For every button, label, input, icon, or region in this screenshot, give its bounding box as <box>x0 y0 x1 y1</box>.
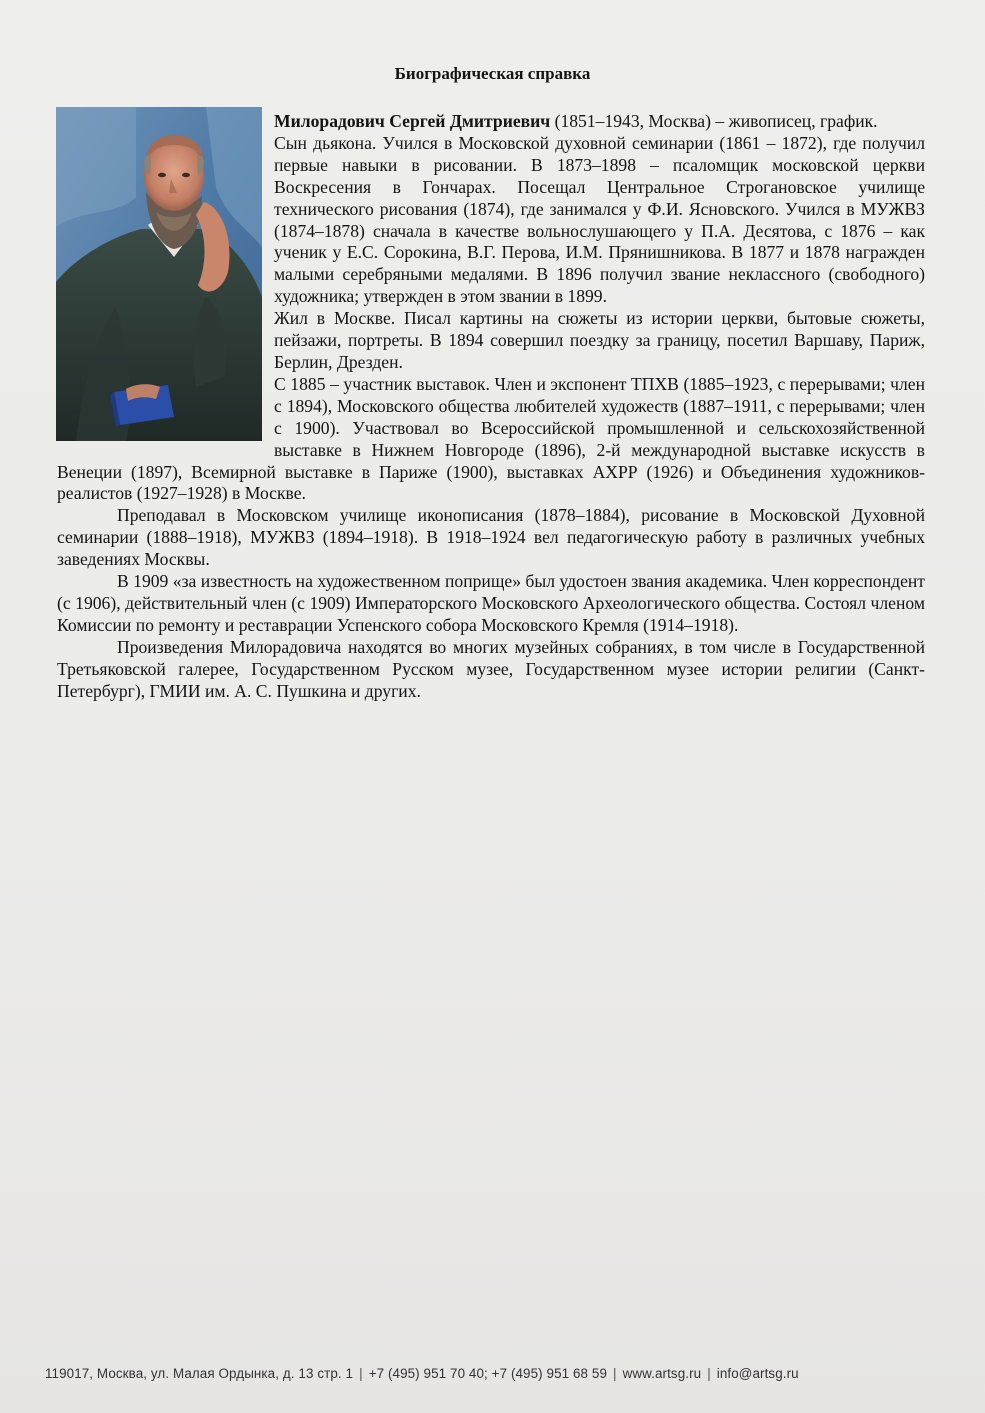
footer-phones: +7 (495) 951 70 40; +7 (495) 951 68 59 <box>368 1366 608 1381</box>
footer-separator: | <box>359 1366 363 1381</box>
footer-email[interactable]: info@artsg.ru <box>716 1366 799 1381</box>
footer-contacts <box>45 1366 960 1381</box>
document-title: Биографическая справка <box>394 64 591 83</box>
artist-lifespan: (1851–1943, Москва) – живописец, график. <box>550 111 878 131</box>
footer-address: 119017, Москва, ул. Малая Ордынка, д. 13 стр. 1 <box>45 1366 354 1381</box>
biography-paragraph-6: Произведения Милорадовича находятся во многих музейных собраниях, в том числе в Государственной Третьяковской галерее, Государственном Русском музее, Государственном музее истории религии (Санкт-Петербург), ГМИИ им. А. С. Пушкина и других. <box>57 636 925 701</box>
footer-separator: | <box>613 1366 617 1381</box>
biography-paragraph-1: Сын дьякона. Учился в Московской духовной семинарии (1861 – 1872), где получил первые навыки в рисовании. В 1873–1898 – псаломщик московской церкви Воскресения в Гончарах. Посещал Центральное Строгановское училище технического рисования (1874), где занимался у Ф.И. Ясновского. Учился в МУЖВЗ (1874–1878) сначала в качестве вольнослушающего у П.А. Десятова, с 1876 – как ученик у Е.С. Сорокина, В.Г. Перова, И.М. Прянишникова. В 1877 и 1878 награжден малыми серебряными медалями. В 1896 получил звание неклассного (свободного) художника; утвержден в этом звании в 1899. <box>274 132 925 307</box>
biography-paragraph-3: С 1885 – участник выставок. Член и экспонент ТПХВ (1885–1923, с перерывами; член с 1894), Московского общества любителей художеств (1887–1911, с перерывами; член с 1900). Участвовал во Всероссийской промышленной и сельскохозяйственной выставке в Нижнем Новгороде (1896), 2-й международной выставке искусств в Венеции (1897), Всемирной выставке в Париже (1900), выставках АХРР (1926) и Объединения художников-реалистов (1927–1928) в Москве. <box>57 373 925 504</box>
biography-paragraph-4: Преподавал в Московском училище иконописания (1878–1884), рисование в Московской Духовной семинарии (1888–1918), МУЖВЗ (1894–1918). В 1918–1924 вел педагогическую работу в различных учебных заведениях Москвы. <box>57 505 925 570</box>
footer-separator: | <box>707 1366 711 1381</box>
artist-name: Милорадович Сергей Дмитриевич <box>274 111 551 131</box>
biography-paragraph-5: В 1909 «за известность на художественном поприще» был удостоен звания академика. Член корреспондент (с 1906), действительный член (с 1909) Императорского Московского Археологического общества. Состоял членом Комиссии по ремонту и реставрации Успенского собора Московского Кремля (1914–1918). <box>57 571 925 635</box>
biography-paragraph-2: Жил в Москве. Писал картины на сюжеты из истории церкви, бытовые сюжеты, пейзажи, портреты. В 1894 совершил поездку за границу, посетил Варшаву, Париж, Берлин, Дрезден. <box>274 308 925 372</box>
footer-website[interactable]: www.artsg.ru <box>622 1366 702 1381</box>
biography-text <box>57 111 925 702</box>
portrait-float-spacer <box>57 111 274 443</box>
